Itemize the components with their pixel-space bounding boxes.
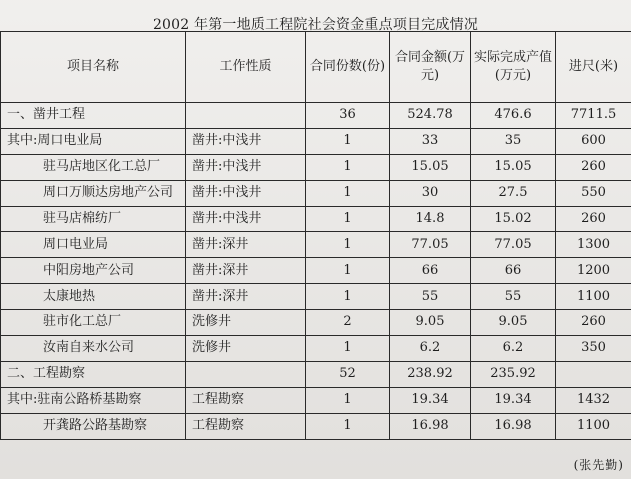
project-name-cell: 其中:周口电业局 [1, 128, 186, 154]
contract-count-cell: 1 [306, 387, 390, 413]
contract-amount-cell: 33 [390, 128, 471, 154]
contract-count-cell: 1 [306, 206, 390, 232]
footage-cell: 550 [556, 180, 631, 206]
table-row [1, 258, 631, 284]
author-credit: (张先勤) [573, 458, 624, 472]
project-name-cell: 其中:驻南公路桥基勘察 [1, 387, 186, 413]
contract-amount-cell: 19.34 [390, 387, 471, 413]
table-row [1, 232, 631, 258]
contract-count-cell: 1 [306, 154, 390, 180]
table-row [1, 336, 631, 362]
contract-count-cell: 1 [306, 128, 390, 154]
table-row [1, 206, 631, 232]
work-type-cell: 凿井:深井 [186, 284, 306, 310]
footage-cell: 260 [556, 310, 631, 336]
footage-cell: 260 [556, 154, 631, 180]
output-value-cell: 66 [471, 258, 556, 284]
contract-amount-cell: 6.2 [390, 336, 471, 362]
header-work-type: 工作性质 [186, 32, 306, 103]
output-value-cell: 476.6 [471, 103, 556, 129]
project-name-cell: 周口万顺达房地产公司 [1, 180, 186, 206]
table-title: 2002 年第一地质工程院社会资金重点项目完成情况 [152, 17, 479, 33]
footage-cell: 1100 [556, 284, 631, 310]
project-name-cell: 中阳房地产公司 [1, 258, 186, 284]
contract-count-cell: 36 [306, 103, 390, 129]
footage-cell [556, 361, 631, 387]
project-name-cell: 汝南自来水公司 [1, 336, 186, 362]
project-name-cell: 驻马店地区化工总厂 [1, 154, 186, 180]
work-type-cell: 工程勘察 [186, 413, 306, 439]
contract-amount-cell: 77.05 [390, 232, 471, 258]
header-contract-count: 合同份数(份) [306, 32, 390, 103]
contract-amount-cell: 15.05 [390, 154, 471, 180]
contract-amount-cell: 14.8 [390, 206, 471, 232]
footage-cell: 1300 [556, 232, 631, 258]
output-value-cell: 15.02 [471, 206, 556, 232]
contract-count-cell: 1 [306, 336, 390, 362]
header-row [1, 32, 631, 103]
work-type-cell: 凿井:中浅井 [186, 154, 306, 180]
contract-count-cell: 1 [306, 232, 390, 258]
header-contract-amount: 合同金额(万元) [390, 32, 471, 103]
output-value-cell: 35 [471, 128, 556, 154]
output-value-cell: 235.92 [471, 361, 556, 387]
table-row [1, 180, 631, 206]
contract-count-cell: 52 [306, 361, 390, 387]
contract-amount-cell: 66 [390, 258, 471, 284]
contract-amount-cell: 238.92 [390, 361, 471, 387]
table-row [1, 128, 631, 154]
project-name-cell: 二、工程勘察 [1, 361, 186, 387]
contract-count-cell: 1 [306, 284, 390, 310]
project-completion-table [0, 31, 631, 440]
header-output-value: 实际完成产值(万元) [471, 32, 556, 103]
header-footage: 进尺(米) [556, 32, 631, 103]
work-type-cell: 凿井:中浅井 [186, 128, 306, 154]
work-type-cell [186, 361, 306, 387]
contract-amount-cell: 524.78 [390, 103, 471, 129]
work-type-cell: 凿井:深井 [186, 258, 306, 284]
work-type-cell: 洗修井 [186, 336, 306, 362]
table-head [1, 32, 631, 103]
project-name-cell: 周口电业局 [1, 232, 186, 258]
contract-count-cell: 1 [306, 180, 390, 206]
footage-cell: 7711.5 [556, 103, 631, 129]
output-value-cell: 55 [471, 284, 556, 310]
project-name-cell: 太康地热 [1, 284, 186, 310]
work-type-cell: 凿井:深井 [186, 232, 306, 258]
work-type-cell: 洗修井 [186, 310, 306, 336]
table-row [1, 154, 631, 180]
output-value-cell: 6.2 [471, 336, 556, 362]
project-name-cell: 驻市化工总厂 [1, 310, 186, 336]
output-value-cell: 77.05 [471, 232, 556, 258]
output-value-cell: 19.34 [471, 387, 556, 413]
footage-cell: 260 [556, 206, 631, 232]
table-row [1, 310, 631, 336]
contract-amount-cell: 16.98 [390, 413, 471, 439]
table-body [1, 103, 631, 440]
contract-count-cell: 2 [306, 310, 390, 336]
contract-amount-cell: 30 [390, 180, 471, 206]
output-value-cell: 27.5 [471, 180, 556, 206]
work-type-cell [186, 103, 306, 129]
project-name-cell: 驻马店棉纺厂 [1, 206, 186, 232]
output-value-cell: 15.05 [471, 154, 556, 180]
table-wrapper [0, 31, 631, 440]
work-type-cell: 凿井:中浅井 [186, 180, 306, 206]
footage-cell: 1200 [556, 258, 631, 284]
footage-cell: 600 [556, 128, 631, 154]
work-type-cell: 工程勘察 [186, 387, 306, 413]
work-type-cell: 凿井:中浅井 [186, 206, 306, 232]
footage-cell: 350 [556, 336, 631, 362]
contract-amount-cell: 55 [390, 284, 471, 310]
table-row [1, 387, 631, 413]
table-row [1, 284, 631, 310]
output-value-cell: 9.05 [471, 310, 556, 336]
table-row [1, 103, 631, 129]
footage-cell: 1100 [556, 413, 631, 439]
output-value-cell: 16.98 [471, 413, 556, 439]
table-row [1, 361, 631, 387]
contract-amount-cell: 9.05 [390, 310, 471, 336]
project-name-cell: 开龚路公路基勘察 [1, 413, 186, 439]
project-name-cell: 一、凿井工程 [1, 103, 186, 129]
contract-count-cell: 1 [306, 413, 390, 439]
header-project-name: 项目名称 [1, 32, 186, 103]
footage-cell: 1432 [556, 387, 631, 413]
contract-count-cell: 1 [306, 258, 390, 284]
table-row [1, 413, 631, 439]
